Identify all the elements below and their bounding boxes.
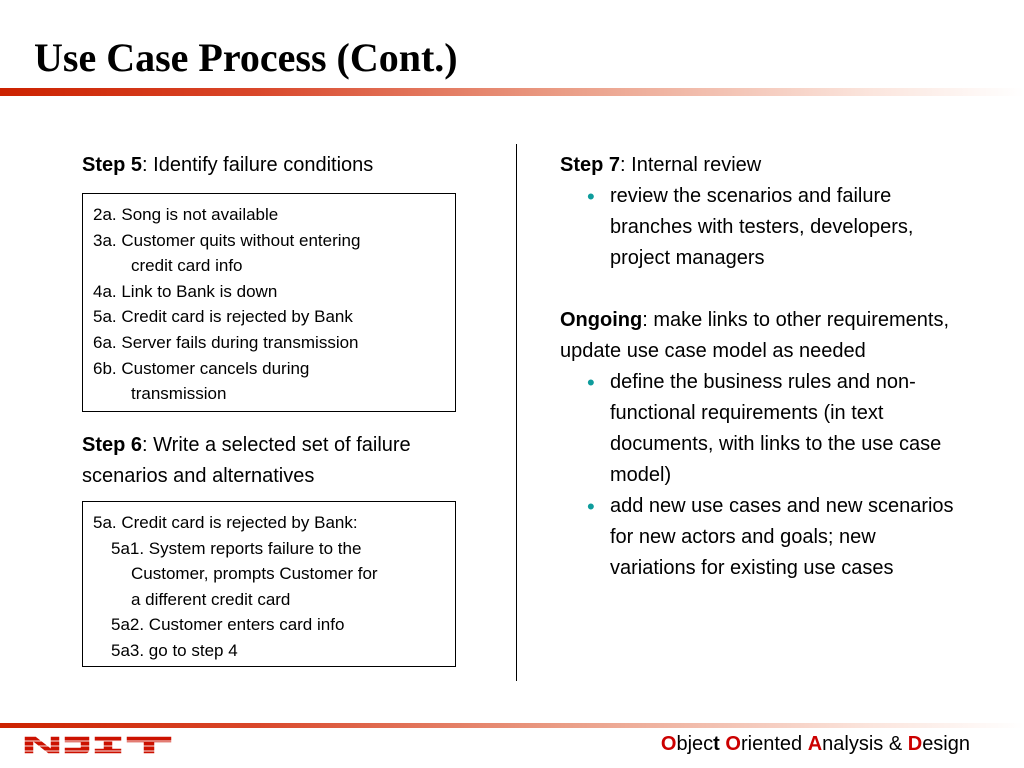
bullet-icon: • <box>587 494 595 519</box>
title-underline-bar <box>0 88 1024 96</box>
footer-letter: D <box>907 733 923 755</box>
scenario-line: 5a. Credit card is rejected by Bank: <box>93 513 358 532</box>
failure-scenarios-box <box>82 501 456 667</box>
column-divider <box>516 144 517 681</box>
failure-line: 5a. Credit card is rejected by Bank <box>93 307 353 327</box>
step5-text: : Identify failure conditions <box>142 154 374 176</box>
failure-line: 6b. Customer cancels during <box>93 358 310 378</box>
scenario-line: 5a1. System reports failure to the <box>111 538 362 558</box>
scenario-line: 5a2. Customer enters card info <box>111 615 345 635</box>
step6-heading <box>82 430 472 492</box>
list-item <box>560 181 960 274</box>
failure-line: 4a. Link to Bank is down <box>93 281 278 301</box>
step7-heading <box>560 150 960 181</box>
footer-word: nalysis & <box>822 733 908 755</box>
step5-label: Step 5 <box>82 154 143 176</box>
step5-heading <box>82 150 462 181</box>
failure-line: transmission <box>131 384 227 404</box>
footer-letter: O <box>725 733 741 755</box>
slide-title: Use Case Process (Cont.) <box>34 35 458 80</box>
footer-bar <box>0 723 1024 728</box>
failure-line: 2a. Song is not available <box>93 205 279 224</box>
ongoing-label: Ongoing <box>560 309 643 331</box>
footer-letter: O <box>660 733 677 755</box>
footer-course-title <box>661 730 970 758</box>
bullet-text: add new use cases and new scenarios for new actors and goals; new variations for existing use cases <box>610 495 954 579</box>
list-item <box>560 367 960 491</box>
bullet-icon: • <box>587 184 595 209</box>
failure-conditions-box <box>82 193 456 412</box>
step7-bullet-list <box>560 181 960 274</box>
footer-letter: A <box>807 733 823 755</box>
footer-word: esign <box>922 733 970 755</box>
ongoing-bullet-list <box>560 367 960 584</box>
ongoing-text: : make links to other requirements, update use case model as needed <box>560 309 949 362</box>
footer-letter: t <box>713 733 720 755</box>
list-item <box>560 491 960 584</box>
ongoing-heading <box>560 305 960 367</box>
footer-word: riented <box>740 733 808 755</box>
bullet-icon: • <box>587 370 595 395</box>
step6-label: Step 6 <box>82 434 143 456</box>
scenario-line: a different credit card <box>131 589 291 609</box>
failure-line: credit card info <box>131 256 243 276</box>
right-column <box>560 150 960 584</box>
scenario-line: Customer, prompts Customer for <box>131 564 378 584</box>
failure-line: 3a. Customer quits without entering <box>93 230 361 250</box>
step7-text: : Internal review <box>620 154 762 176</box>
njit-logo <box>22 734 174 756</box>
step7-label: Step 7 <box>560 154 621 176</box>
step6-text: : Write a selected set of failure scenarios and alternatives <box>82 434 411 487</box>
footer-word: bjec <box>676 733 714 755</box>
scenario-line: 5a3. go to step 4 <box>111 640 238 660</box>
bullet-text: define the business rules and non-functional requirements (in text documents, with links to the use case model) <box>610 371 942 486</box>
bullet-text: review the scenarios and failure branches with testers, developers, project managers <box>610 185 914 269</box>
failure-line: 6a. Server fails during transmission <box>93 332 359 352</box>
